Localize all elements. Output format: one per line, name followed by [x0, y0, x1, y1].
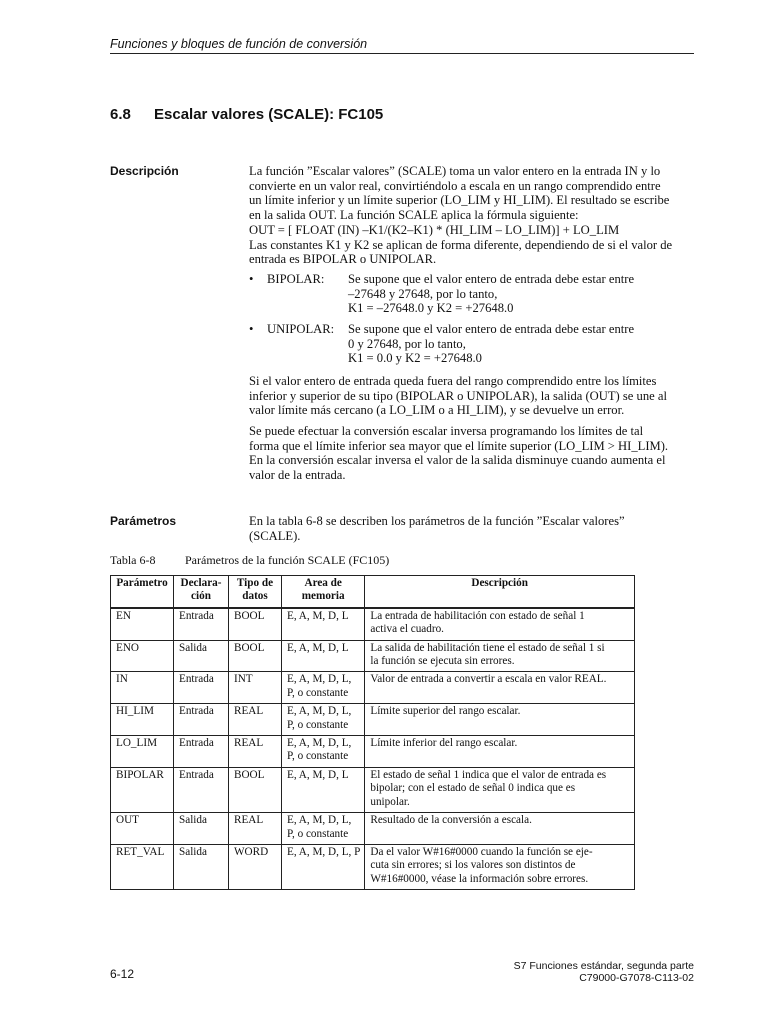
header-line: Parámetro	[116, 577, 168, 589]
cell-tipo-datos	[229, 640, 282, 672]
text-line: un límite inferior y un límite superior (LO_LIM y HI_LIM). El resultado se escribe	[249, 193, 670, 208]
descripcion-paragraph-2	[249, 374, 689, 418]
bullet-marker: •	[249, 322, 254, 336]
cell-line: activa el cuadro.	[370, 623, 444, 636]
table-row	[111, 704, 635, 736]
text-line: Si el valor entero de entrada queda fuera del rango comprendido entre los límites	[249, 374, 657, 388]
table-caption-text: Parámetros de la función SCALE (FC105)	[185, 553, 390, 567]
cell-declaracion	[174, 813, 229, 845]
table-header-row	[111, 576, 635, 608]
cell-line: Da el valor W#16#0000 cuando la función se eje-	[370, 845, 593, 858]
cell-area-memoria	[282, 736, 365, 768]
cell-line: La entrada de habilitación con estado de señal 1	[370, 609, 585, 622]
cell-line: E, A, M, D, L,	[287, 814, 352, 827]
cell-line: Salida	[179, 641, 207, 654]
cell-line: E, A, M, D, L	[287, 609, 349, 622]
cell-tipo-datos	[229, 608, 282, 640]
bullet-marker: •	[249, 272, 254, 286]
table-row	[111, 672, 635, 704]
cell-parametro	[111, 640, 174, 672]
header-line: ción	[191, 590, 211, 603]
parametros-paragraph	[249, 514, 689, 543]
cell-tipo-datos	[229, 736, 282, 768]
cell-declaracion	[174, 736, 229, 768]
cell-line: BOOL	[234, 609, 265, 622]
cell-line: E, A, M, D, L, P	[287, 845, 361, 858]
parameters-table	[110, 575, 635, 890]
cell-area-memoria	[282, 672, 365, 704]
header-tipo-datos	[229, 576, 282, 608]
page-number: 6-12	[110, 967, 135, 981]
header-parametro	[111, 576, 174, 608]
text-line: –27648 y 27648, por lo tanto,	[348, 286, 498, 301]
text-line: Se supone que el valor entero de entrada debe estar entre	[348, 272, 635, 286]
cell-area-memoria	[282, 704, 365, 736]
cell-line: INT	[234, 673, 253, 686]
formula-line: OUT = [ FLOAT (IN) –K1/(K2–K1) * (HI_LIM – LO_LIM)] + LO_LIM	[249, 222, 620, 237]
cell-line: REAL	[234, 814, 264, 827]
footer-title-line: S7 Funciones estándar, segunda parte	[513, 960, 694, 972]
cell-area-memoria	[282, 767, 365, 812]
cell-parametro	[111, 813, 174, 845]
cell-line: Límite inferior del rango escalar.	[370, 737, 518, 750]
cell-tipo-datos	[229, 704, 282, 736]
cell-parametro	[111, 736, 174, 768]
section-number: 6.8	[110, 106, 131, 123]
cell-declaracion	[174, 704, 229, 736]
text-line: valor límite más cercano (a LO_LIM o a HI_LIM), y se devuelve un error.	[249, 403, 625, 418]
bullet-key: UNIPOLAR:	[267, 322, 335, 336]
cell-declaracion	[174, 672, 229, 704]
cell-declaracion	[174, 844, 229, 889]
header-line: Tipo de	[236, 577, 274, 589]
cell-descripcion	[365, 704, 635, 736]
cell-line: W#16#0000, véase la información sobre errores.	[370, 872, 589, 885]
cell-line: BOOL	[234, 768, 265, 781]
cell-parametro	[111, 844, 174, 889]
section-title	[110, 106, 383, 123]
cell-declaracion	[174, 767, 229, 812]
descripcion-paragraph-3	[249, 424, 689, 483]
text-line: K1 = –27648.0 y K2 = +27648.0	[348, 301, 514, 316]
cell-line: RET_VAL	[116, 845, 165, 858]
cell-tipo-datos	[229, 672, 282, 704]
cell-line: la función se ejecuta sin errores.	[370, 655, 515, 668]
text-line: convierte en un valor real, convirtiéndolo a escala en un rango comprendido entre	[249, 178, 661, 193]
table-row	[111, 767, 635, 812]
cell-line: IN	[116, 673, 128, 686]
text-line: forma que el límite inferior sea mayor que el límite superior (LO_LIM > HI_LIM).	[249, 438, 669, 453]
table-row	[111, 844, 635, 889]
cell-declaracion	[174, 608, 229, 640]
cell-descripcion	[365, 608, 635, 640]
footer-document-title	[514, 960, 694, 984]
cell-line: Límite superior del rango escalar.	[370, 705, 521, 718]
cell-area-memoria	[282, 844, 365, 889]
header-rule	[110, 53, 694, 54]
cell-line: LO_LIM	[116, 737, 158, 750]
cell-area-memoria	[282, 813, 365, 845]
header-declaracion	[174, 576, 229, 608]
text-line: En la tabla 6-8 se describen los parámetros de la función ”Escalar valores”	[249, 514, 625, 528]
bullet-key: BIPOLAR:	[267, 272, 325, 286]
section-title-text: Escalar valores (SCALE): FC105	[154, 106, 384, 123]
cell-line: P, o constante	[287, 750, 349, 763]
text-line: Se supone que el valor entero de entrada debe estar entre	[348, 322, 635, 336]
text-line: La función ”Escalar valores” (SCALE) toma un valor entero en la entrada IN y lo	[249, 164, 661, 178]
parametros-label: Parámetros	[110, 514, 177, 528]
cell-line: E, A, M, D, L	[287, 768, 349, 781]
cell-line: BOOL	[234, 641, 265, 654]
cell-parametro	[111, 608, 174, 640]
descripcion-paragraph-1	[249, 164, 689, 267]
text-line: inferior y superior de su tipo (BIPOLAR o UNIPOLAR), la salida (OUT) se une al	[249, 388, 667, 403]
cell-declaracion	[174, 640, 229, 672]
cell-line: Salida	[179, 814, 207, 827]
text-line: valor de la entrada.	[249, 468, 346, 483]
cell-line: Valor de entrada a convertir a escala en valor REAL.	[370, 673, 607, 686]
cell-line: OUT	[116, 814, 139, 827]
cell-line: cuta sin errores; si los valores son distintos de	[370, 859, 576, 872]
cell-parametro	[111, 767, 174, 812]
cell-descripcion	[365, 640, 635, 672]
cell-line: E, A, M, D, L,	[287, 737, 352, 750]
cell-line: Entrada	[179, 737, 214, 750]
text-line: K1 = 0.0 y K2 = +27648.0	[348, 351, 482, 366]
bullet-text	[348, 322, 688, 366]
cell-line: REAL	[234, 737, 264, 750]
cell-tipo-datos	[229, 767, 282, 812]
cell-line: REAL	[234, 705, 264, 718]
cell-line: E, A, M, D, L,	[287, 705, 352, 718]
header-descripcion	[365, 576, 635, 608]
cell-line: E, A, M, D, L	[287, 641, 349, 654]
cell-line: P, o constante	[287, 827, 349, 840]
table-row	[111, 813, 635, 845]
cell-line: HI_LIM	[116, 705, 154, 718]
header-line: Declara-	[180, 577, 222, 589]
table-caption-number: Tabla 6-8	[110, 553, 156, 567]
table-row	[111, 608, 635, 640]
cell-tipo-datos	[229, 844, 282, 889]
table-row	[111, 736, 635, 768]
cell-line: Entrada	[179, 705, 214, 718]
cell-line: BIPOLAR	[116, 768, 164, 781]
header-line: datos	[242, 590, 268, 603]
text-line: 0 y 27648, por lo tanto,	[348, 336, 466, 351]
cell-line: ENO	[116, 641, 139, 654]
cell-descripcion	[365, 844, 635, 889]
header-line: memoria	[301, 590, 345, 603]
cell-area-memoria	[282, 608, 365, 640]
cell-descripcion	[365, 767, 635, 812]
cell-line: bipolar; con el estado de señal 0 indica que es	[370, 782, 576, 795]
header-area-memoria	[282, 576, 365, 608]
bullet-text	[348, 272, 688, 316]
table-body	[111, 608, 635, 890]
cell-line: Entrada	[179, 609, 214, 622]
cell-line: unipolar.	[370, 795, 410, 808]
cell-parametro	[111, 672, 174, 704]
table-caption	[110, 553, 389, 568]
cell-descripcion	[365, 736, 635, 768]
header-line: Descripción	[471, 577, 528, 589]
cell-line: WORD	[234, 845, 269, 858]
cell-parametro	[111, 704, 174, 736]
cell-line: La salida de habilitación tiene el estado de señal 1 si	[370, 641, 605, 654]
running-header: Funciones y bloques de función de conversión	[110, 37, 368, 51]
text-line: Se puede efectuar la conversión escalar inversa programando los límites de tal	[249, 424, 644, 438]
cell-line: El estado de señal 1 indica que el valor de entrada es	[370, 768, 607, 781]
cell-line: EN	[116, 609, 131, 622]
cell-line: E, A, M, D, L,	[287, 673, 352, 686]
cell-line: Resultado de la conversión a escala.	[370, 814, 532, 827]
text-line: en la salida OUT. La función SCALE aplica la fórmula siguiente:	[249, 208, 579, 223]
header-line: Area de	[304, 577, 342, 589]
text-line: (SCALE).	[249, 528, 301, 543]
text-line: Las constantes K1 y K2 se aplican de forma diferente, dependiendo de si el valor de	[249, 237, 673, 252]
cell-descripcion	[365, 672, 635, 704]
cell-line: Salida	[179, 845, 207, 858]
footer-doc-number: C79000-G7078-C113-02	[579, 972, 694, 984]
cell-area-memoria	[282, 640, 365, 672]
text-line: entrada es BIPOLAR o UNIPOLAR.	[249, 252, 437, 267]
cell-line: P, o constante	[287, 686, 349, 699]
table-row	[111, 640, 635, 672]
descripcion-label: Descripción	[110, 164, 179, 178]
cell-line: Entrada	[179, 673, 214, 686]
cell-line: Entrada	[179, 768, 214, 781]
text-line: En la conversión escalar inversa el valor de la salida disminuye cuando aumenta el	[249, 453, 666, 468]
cell-tipo-datos	[229, 813, 282, 845]
cell-descripcion	[365, 813, 635, 845]
cell-line: P, o constante	[287, 718, 349, 731]
